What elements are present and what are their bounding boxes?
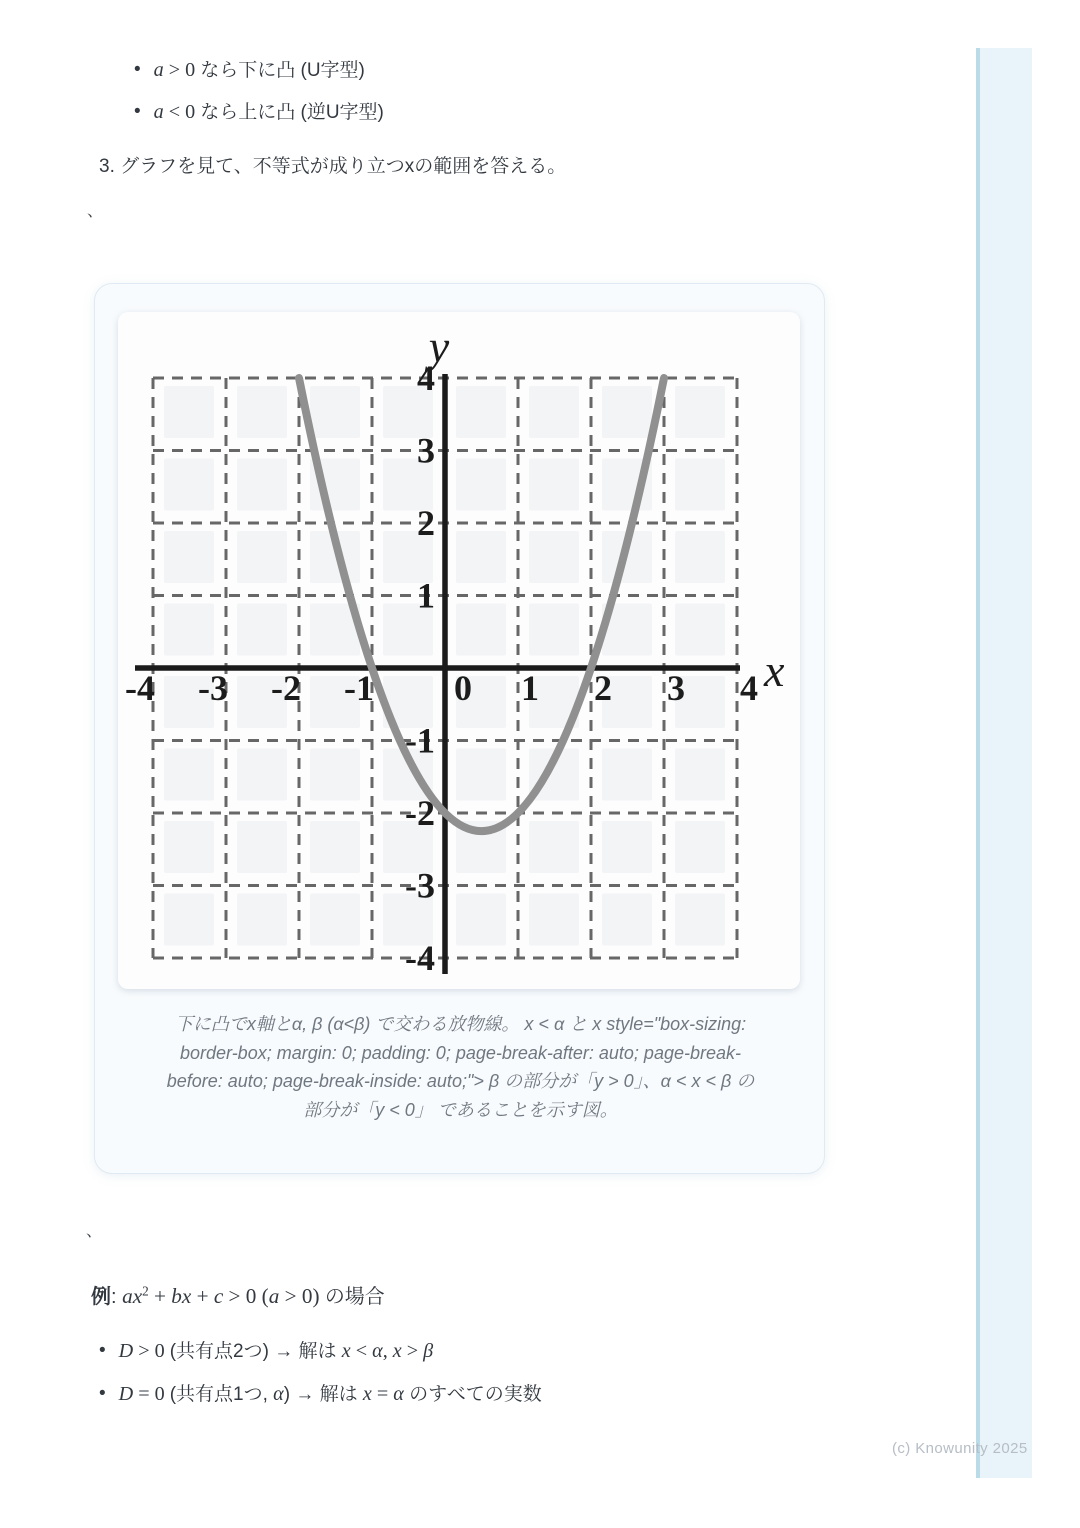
caption-line: 下に凸でx軸とα, β (α<β) で交わる放物線。 x < α と x style="box-sizing: [174, 1014, 747, 1034]
svg-text:1: 1 [417, 575, 435, 616]
bullet-text: D = 0 (共有点1つ, α) → 解は x = α のすべての実数 [118, 1383, 542, 1405]
svg-text:2: 2 [594, 668, 612, 708]
svg-text:-4: -4 [125, 668, 155, 708]
svg-text:-3: -3 [405, 865, 435, 906]
svg-text:1: 1 [521, 668, 539, 708]
parabola-graph [118, 312, 800, 989]
example-heading: 例: $ax^2$ + bx + c > 0 (a > 0) の場合 [91, 1283, 385, 1308]
list-item [134, 57, 365, 84]
bullet-text: a > 0 なら下に凸 (U字型) [153, 59, 365, 81]
svg-text:-3: -3 [198, 668, 228, 708]
bullet-text: D > 0 (共有点2つ) → 解は x < α, x > β [118, 1340, 434, 1362]
y-axis-label: y [428, 321, 450, 372]
caption-line: border-box; margin: 0; padding: 0; page-break-after: auto; page-break- [179, 1042, 741, 1063]
svg-text:-1: -1 [405, 720, 435, 761]
svg-text:-2: -2 [271, 668, 301, 708]
bullet-text: a < 0 なら上に凸 (逆U字型) [153, 101, 384, 123]
list-item [99, 1381, 542, 1408]
svg-text:2: 2 [417, 503, 435, 543]
svg-text:-2: -2 [405, 793, 435, 833]
bullet-marker: • [134, 101, 141, 122]
right-accent-stripe [976, 48, 1032, 1478]
svg-text:3: 3 [417, 430, 435, 471]
figure-card [94, 283, 825, 1174]
svg-text:0: 0 [454, 668, 472, 708]
bullet-marker: • [99, 1383, 106, 1404]
bullet-marker: • [99, 1340, 106, 1361]
numbered-step: 3. グラフを見て、不等式が成り立つxの範囲を答える。 [99, 156, 567, 177]
caption-line: before: auto; page-break-inside: auto;"> β の部分が「y > 0」、α < x < β の [166, 1071, 755, 1091]
figure-caption [113, 1010, 808, 1124]
list-item [134, 99, 384, 126]
svg-text:4: 4 [417, 358, 435, 398]
x-axis-label: x [764, 645, 785, 696]
caption-line: 部分が「y < 0」 であることを示す図。 [303, 1099, 618, 1120]
svg-text:3: 3 [667, 668, 685, 708]
list-item [99, 1338, 433, 1365]
svg-text:-1: -1 [344, 668, 374, 708]
stray-comma: 、 [87, 203, 104, 220]
svg-text:-4: -4 [405, 938, 435, 978]
graph-panel [118, 312, 800, 989]
stray-comma: 、 [86, 1223, 103, 1240]
bullet-marker: • [134, 59, 141, 80]
copyright-notice: (c) Knowunity 2025 [892, 1440, 1028, 1457]
svg-text:4: 4 [740, 668, 758, 708]
